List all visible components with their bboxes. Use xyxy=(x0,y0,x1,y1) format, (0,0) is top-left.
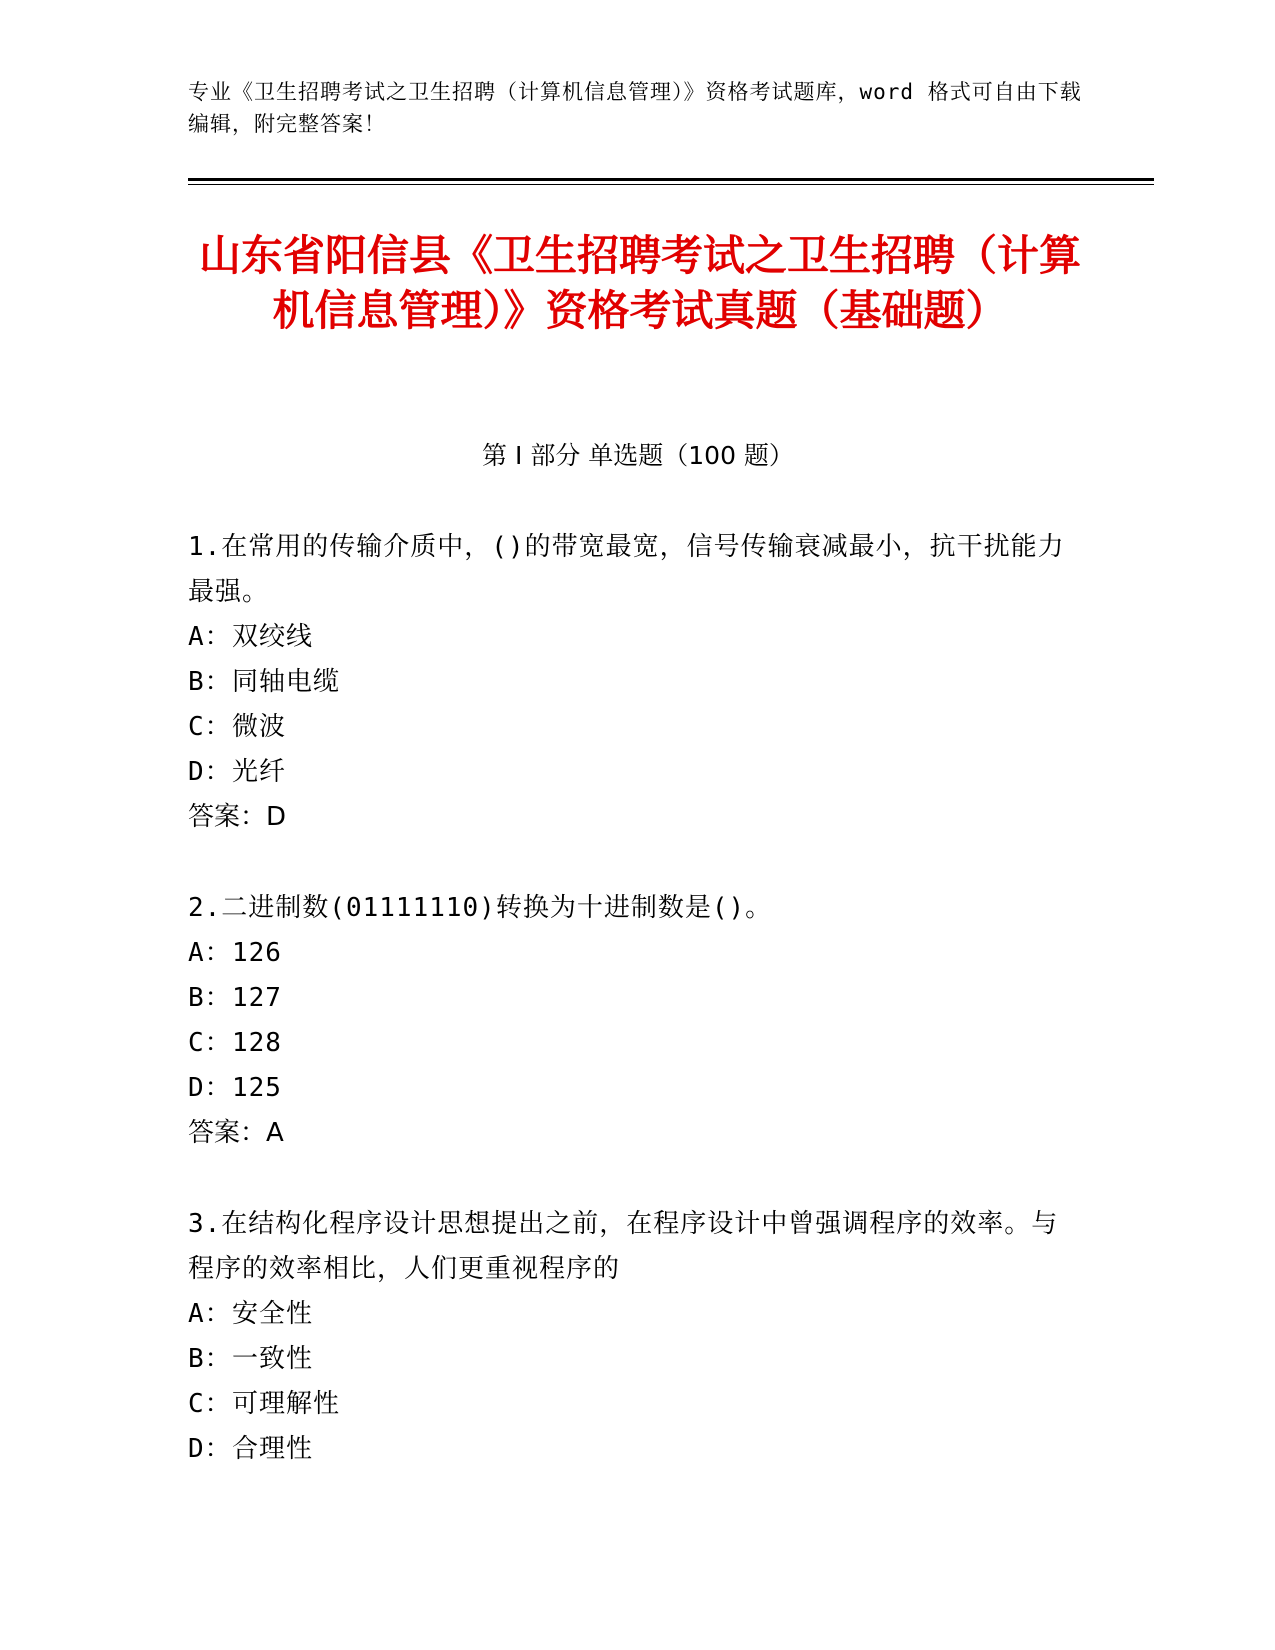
option-text: 安全性 xyxy=(232,1299,314,1329)
option-text: 127 xyxy=(232,983,282,1013)
question-spacer xyxy=(188,1156,1068,1202)
option-key: A： xyxy=(188,1299,232,1329)
section-title: 第 I 部分 单选题（100 题） xyxy=(482,441,794,470)
option-key: B： xyxy=(188,983,232,1013)
option-text: 双绞线 xyxy=(232,622,314,652)
option-key: C： xyxy=(188,1028,232,1058)
option-b xyxy=(188,660,1068,705)
question-stem: 1.在常用的传输介质中，()的带宽最宽，信号传输衰减最小，抗干扰能力最强。 xyxy=(188,532,1065,607)
header-divider-thin xyxy=(188,184,1154,185)
option-key: D： xyxy=(188,1434,232,1464)
option-text: 光纤 xyxy=(232,757,287,787)
option-a xyxy=(188,931,1068,976)
question-1 xyxy=(188,525,1068,840)
question-spacer xyxy=(188,840,1068,886)
question-list xyxy=(188,525,1068,1472)
option-a xyxy=(188,1292,1068,1337)
option-text: 126 xyxy=(232,938,282,968)
option-key: D： xyxy=(188,757,232,787)
option-text: 合理性 xyxy=(232,1434,314,1464)
answer-text: 答案：A xyxy=(188,1118,284,1148)
option-key: D： xyxy=(188,1073,232,1103)
option-text: 同轴电缆 xyxy=(232,667,341,697)
question-stem: 3.在结构化程序设计思想提出之前，在程序设计中曾强调程序的效率。与程序的效率相比，人们更重视程序的 xyxy=(188,1209,1059,1284)
option-d xyxy=(188,1427,1068,1472)
header-note: 专业《卫生招聘考试之卫生招聘（计算机信息管理）》资格考试题库，word 格式可自由下载编辑，附完整答案！ xyxy=(188,80,1082,136)
option-d xyxy=(188,750,1068,795)
option-text: 可理解性 xyxy=(232,1389,341,1419)
option-c xyxy=(188,1021,1068,1066)
option-key: A： xyxy=(188,622,232,652)
option-c xyxy=(188,1382,1068,1427)
question-3 xyxy=(188,1202,1068,1472)
option-b xyxy=(188,976,1068,1021)
header-divider xyxy=(188,178,1154,181)
option-key: B： xyxy=(188,1344,232,1374)
page-title: 山东省阳信县《卫生招聘考试之卫生招聘（计算机信息管理）》资格考试真题（基础题） xyxy=(198,231,1081,335)
question-2 xyxy=(188,886,1068,1156)
option-key: C： xyxy=(188,1389,232,1419)
option-d xyxy=(188,1066,1068,1111)
option-b xyxy=(188,1337,1068,1382)
option-c xyxy=(188,705,1068,750)
option-text: 微波 xyxy=(232,712,287,742)
option-key: B： xyxy=(188,667,232,697)
option-key: A： xyxy=(188,938,232,968)
option-a xyxy=(188,615,1068,660)
option-key: C： xyxy=(188,712,232,742)
option-text: 一致性 xyxy=(232,1344,314,1374)
option-text: 125 xyxy=(232,1073,282,1103)
question-stem: 2.二进制数(01111110)转换为十进制数是()。 xyxy=(188,893,773,923)
answer-text: 答案：D xyxy=(188,802,287,832)
option-text: 128 xyxy=(232,1028,282,1058)
